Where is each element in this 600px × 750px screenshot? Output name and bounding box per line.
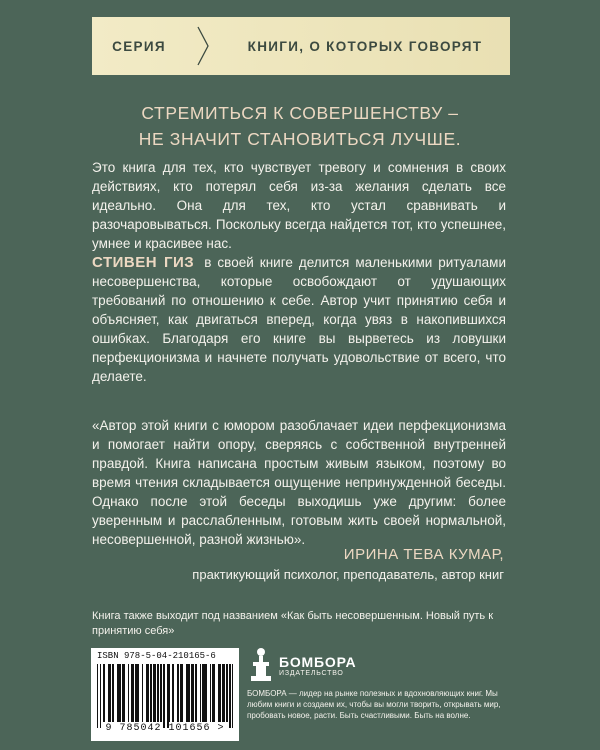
- alternate-title-note: Книга также выходит под названием «Как быть несовершенным. Новый путь к принятию себя»: [92, 610, 494, 637]
- paragraph-2-text: в своей книге делится маленькими ритуалами несовершенства, которые освобождают от удушающих требований по отношению к себе. Автор учит принятию себя и объясняет, как двигаться вперед, когда увяз в накопившихся ошибках. Благодаря его книге вы вырветесь из ловушки перфекционизма и начнете получать удовольствие от всего, что делаете.: [92, 255, 506, 384]
- headline-line-2: НЕ ЗНАЧИТ СТАНОВИТЬСЯ ЛУЧШЕ.: [138, 129, 462, 149]
- headline: [90, 100, 510, 152]
- headline-line-1: СТРЕМИТЬСЯ К СОВЕРШЕНСТВУ –: [141, 103, 459, 123]
- publisher-description: БОМБОРА — лидер на рынке полезных и вдохновляющих книг. Мы любим книги и создаем их, чтобы вы могли творить, открывать мир, пробовать новое, расти. Быть счастливыми. Быть на волне.: [247, 689, 501, 720]
- publisher-name: БОМБОРА: [279, 653, 357, 670]
- series-label: СЕРИЯ: [112, 38, 166, 54]
- publisher-logo: [247, 647, 367, 683]
- barcode-digits: 9 785042 101656 >: [105, 723, 225, 734]
- chevron-right-icon: [186, 17, 220, 75]
- author-name: СТИВЕН ГИЗ: [92, 254, 195, 271]
- quote-author-role: практикующий психолог, преподаватель, автор книг: [192, 567, 504, 582]
- isbn-number: ISBN 978-5-04-210165-6: [97, 651, 216, 661]
- series-title: КНИГИ, О КОТОРЫХ ГОВОРЯТ: [247, 38, 483, 54]
- description-paragraph-1: Это книга для тех, кто чувствует тревогу и сомнения в своих действиях, кто потерял себя из-за желания сделать все идеально. Она для тех, кто устал сравнивать и разочаровываться. Поскольку всегда найдется тот, кто успешнее, умнее и красивее нас.: [92, 160, 506, 251]
- series-banner: [92, 17, 510, 75]
- isbn-barcode: [91, 648, 239, 741]
- bombora-logo-icon: [247, 647, 275, 683]
- review-quote: «Автор этой книги с юмором разоблачает идеи перфекционизма и помогает найти опору, сверяясь с собственной внутренней правдой. Книга написана простым живым языком, поэтому во время чтения складывается ощущение непринужденной беседы. Однако после этой беседы выходишь уже другим: более уверенным и расслабленным, готовым жить своей нормальной, несовершенной, разной жизнью».: [92, 418, 506, 547]
- barcode-bar: [232, 664, 233, 728]
- publisher-subtitle: ИЗДАТЕЛЬСТВО: [279, 669, 344, 677]
- description-paragraph-2: [92, 253, 506, 386]
- quote-author-name: ИРИНА ТЕВА КУМАР,: [343, 546, 504, 563]
- barcode-bars: [97, 664, 233, 722]
